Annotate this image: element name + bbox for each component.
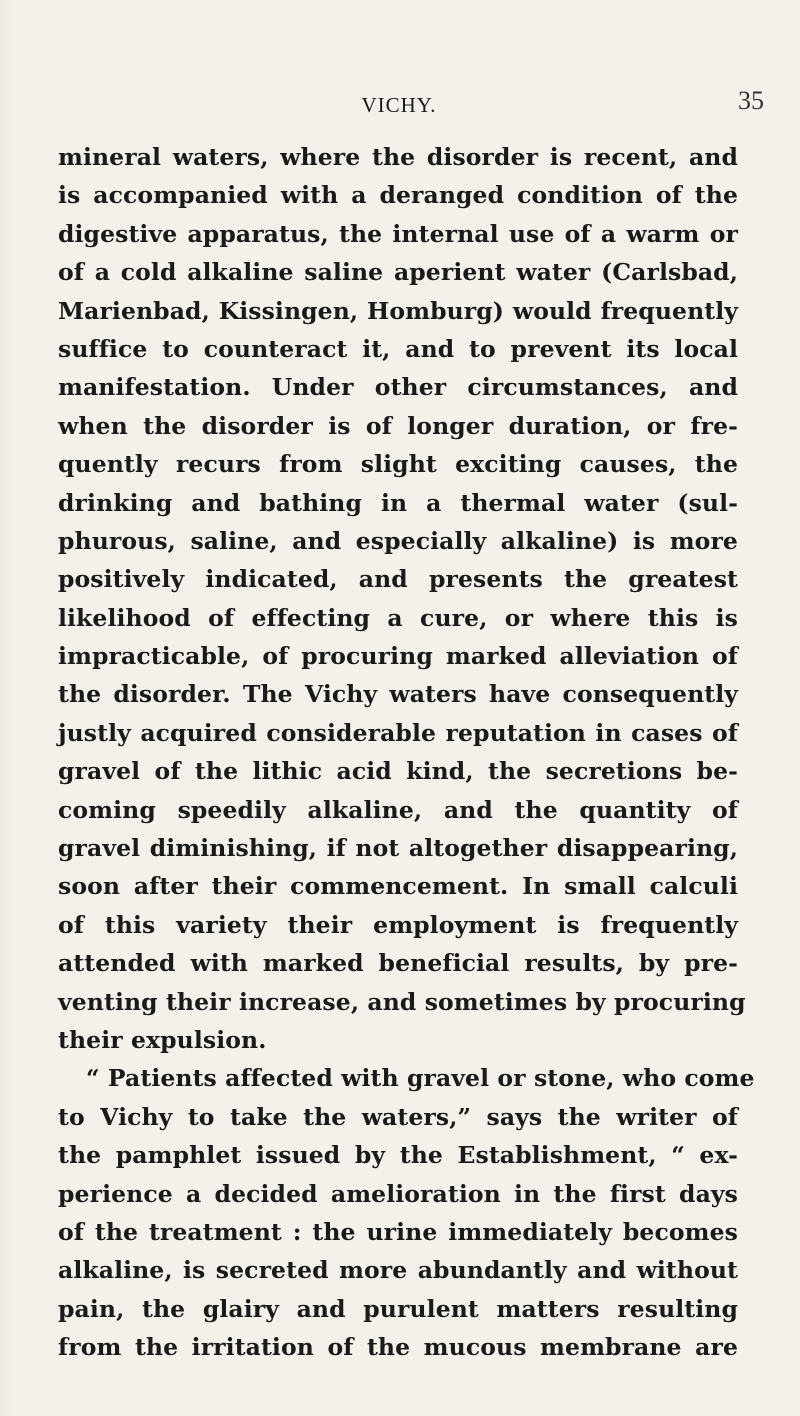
text-line: suffice to counteract it, and to prevent its local [58,334,738,363]
text-line: coming speedily alkaline, and the quantity of [58,795,738,824]
text-line: gravel diminishing, if not altogether disappearing, [58,834,738,863]
text-line: “ Patients affected with gravel or stone, who come [86,1064,755,1093]
text-line: their expulsion. [58,1025,267,1054]
text-line: attended with marked beneficial results, by pre- [58,949,738,978]
text-line: drinking and bathing in a thermal water (sul- [58,488,738,517]
text-line: gravel of the lithic acid kind, the secretions be- [58,757,738,786]
text-line: digestive apparatus, the internal use of a warm or [58,219,738,248]
text-line: pain, the glairy and purulent matters resulting [58,1294,738,1323]
body-text [58,138,755,1367]
text-line: phurous, saline, and especially alkaline) is more [58,526,738,555]
text-line: Marienbad, Kissingen, Homburg) would frequently [58,296,738,325]
text-line: of the treatment : the urine immediately becomes [58,1217,738,1246]
text-line: venting their increase, and sometimes by procuring [58,987,746,1016]
text-line: soon after their commencement. In small calculi [58,872,738,901]
running-head [60,86,764,122]
text-line: of a cold alkaline saline aperient water (Carlsbad, [58,258,738,287]
text-line: alkaline, is secreted more abundantly and without [58,1256,738,1285]
text-line: mineral waters, where the disorder is recent, and [58,143,738,171]
running-title: VICHY. [361,93,437,117]
text-line: from the irritation of the mucous membrane are [58,1333,738,1362]
text-line: justly acquired considerable reputation in cases of [58,718,738,747]
text-line: to Vichy to take the waters,” says the writer of [58,1102,738,1131]
text-line: quently recurs from slight exciting causes, the [58,450,738,479]
text-line: the disorder. The Vichy waters have consequently [58,680,738,709]
page-number: 35 [738,86,764,115]
text-line: of this variety their employment is frequently [58,910,738,939]
text-line: perience a decided amelioration in the first days [58,1179,738,1208]
text-line: is accompanied with a deranged condition of the [58,181,738,210]
text-line: likelihood of effecting a cure, or where this is [58,603,738,632]
text-line: the pamphlet issued by the Establishment, “ ex- [58,1141,738,1170]
text-line: positively indicated, and presents the greatest [58,565,738,594]
text-line: manifestation. Under other circumstances, and [58,373,738,402]
text-line: when the disorder is of longer duration, or fre- [58,411,738,440]
text-line: impracticable, of procuring marked alleviation of [58,642,738,671]
